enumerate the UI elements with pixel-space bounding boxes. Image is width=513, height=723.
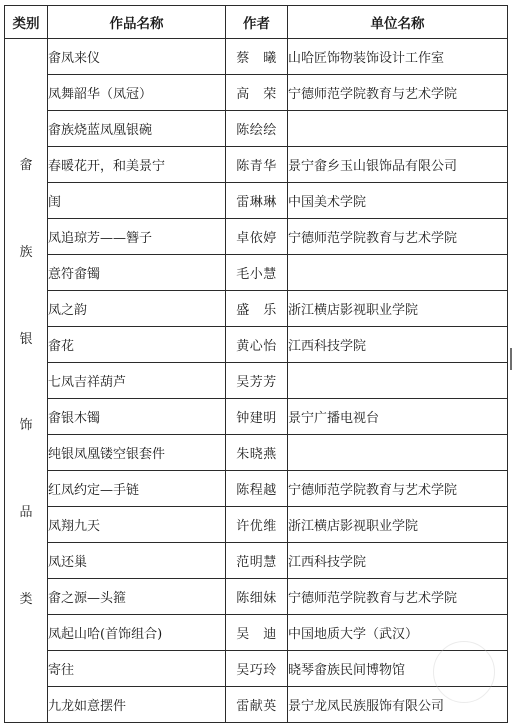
work-cell: 七凤吉祥葫芦 — [48, 363, 226, 399]
table-row — [5, 615, 508, 651]
work-cell: 九龙如意摆件 — [48, 687, 226, 723]
unit-cell: 山哈匠饰物装饰设计工作室 — [288, 39, 508, 75]
author-cell: 许优维 — [226, 507, 288, 543]
work-cell: 畲族烧蓝凤凰银碗 — [48, 111, 226, 147]
table-header-row — [5, 6, 508, 39]
category-char: 银 — [19, 331, 33, 347]
table-row — [5, 291, 508, 327]
category-label — [5, 121, 47, 641]
header-category: 类别 — [5, 6, 48, 39]
award-table — [4, 5, 508, 723]
table-row — [5, 39, 508, 75]
table-row — [5, 471, 508, 507]
header-author: 作者 — [226, 6, 288, 39]
work-cell: 畲凤来仪 — [48, 39, 226, 75]
unit-cell: 宁德师范学院教育与艺术学院 — [288, 219, 508, 255]
unit-cell: 景宁广播电视台 — [288, 399, 508, 435]
author-cell: 陈青华 — [226, 147, 288, 183]
author-cell: 朱晓燕 — [226, 435, 288, 471]
unit-cell: 宁德师范学院教育与艺术学院 — [288, 75, 508, 111]
unit-cell: 江西科技学院 — [288, 543, 508, 579]
category-char: 类 — [19, 591, 33, 607]
unit-cell — [288, 255, 508, 291]
work-cell: 闺 — [48, 183, 226, 219]
author-cell: 蔡 曦 — [226, 39, 288, 75]
author-cell: 陈绘绘 — [226, 111, 288, 147]
author-cell: 雷琳琳 — [226, 183, 288, 219]
work-cell: 畲银木镯 — [48, 399, 226, 435]
category-cell — [5, 39, 48, 723]
header-work: 作品名称 — [48, 6, 226, 39]
unit-cell: 浙江横店影视职业学院 — [288, 291, 508, 327]
work-cell: 意符畲镯 — [48, 255, 226, 291]
table-row — [5, 183, 508, 219]
author-cell: 吴巧玲 — [226, 651, 288, 687]
author-cell: 黄心怡 — [226, 327, 288, 363]
author-cell: 范明慧 — [226, 543, 288, 579]
unit-cell — [288, 111, 508, 147]
category-char: 品 — [19, 504, 33, 520]
table-row — [5, 111, 508, 147]
author-cell: 高 荣 — [226, 75, 288, 111]
unit-cell — [288, 363, 508, 399]
author-cell: 钟建明 — [226, 399, 288, 435]
author-cell: 吴芳芳 — [226, 363, 288, 399]
category-char: 族 — [19, 244, 33, 260]
table-row — [5, 255, 508, 291]
table-row — [5, 507, 508, 543]
table-row — [5, 651, 508, 687]
author-cell: 陈程越 — [226, 471, 288, 507]
table-body — [5, 39, 508, 723]
unit-cell: 晓琴畲族民间博物馆 — [288, 651, 508, 687]
unit-cell: 景宁畲乡玉山银饰品有限公司 — [288, 147, 508, 183]
table-row — [5, 399, 508, 435]
unit-cell — [288, 435, 508, 471]
work-cell: 凤之韵 — [48, 291, 226, 327]
table-row — [5, 327, 508, 363]
unit-cell: 中国地质大学（武汉） — [288, 615, 508, 651]
watermark-seal — [433, 641, 495, 703]
table-row — [5, 687, 508, 723]
work-cell: 畲花 — [48, 327, 226, 363]
unit-cell: 宁德师范学院教育与艺术学院 — [288, 471, 508, 507]
unit-cell: 中国美术学院 — [288, 183, 508, 219]
work-cell: 凤还巢 — [48, 543, 226, 579]
work-cell: 红凤约定—手链 — [48, 471, 226, 507]
unit-cell: 浙江横店影视职业学院 — [288, 507, 508, 543]
work-cell: 纯银凤凰镂空银套件 — [48, 435, 226, 471]
table-row — [5, 363, 508, 399]
work-cell: 春暖花开，和美景宁 — [48, 147, 226, 183]
unit-cell: 景宁龙凤民族服饰有限公司 — [288, 687, 508, 723]
table-row — [5, 435, 508, 471]
work-cell: 寄往 — [48, 651, 226, 687]
author-cell: 陈细妹 — [226, 579, 288, 615]
author-cell: 雷献英 — [226, 687, 288, 723]
table-row — [5, 579, 508, 615]
work-cell: 凤翔九天 — [48, 507, 226, 543]
author-cell: 盛 乐 — [226, 291, 288, 327]
scroll-marker — [510, 348, 512, 370]
author-cell: 卓依婷 — [226, 219, 288, 255]
category-char: 畲 — [19, 158, 33, 174]
work-cell: 凤舞韶华（凤冠） — [48, 75, 226, 111]
category-char: 饰 — [19, 418, 33, 434]
table-row — [5, 147, 508, 183]
table-row — [5, 543, 508, 579]
work-cell: 凤追琼芳——簪子 — [48, 219, 226, 255]
work-cell: 凤起山哈(首饰组合) — [48, 615, 226, 651]
table-row — [5, 75, 508, 111]
unit-cell: 江西科技学院 — [288, 327, 508, 363]
work-cell: 畲之源—头箍 — [48, 579, 226, 615]
author-cell: 毛小慧 — [226, 255, 288, 291]
table-row — [5, 219, 508, 255]
header-unit: 单位名称 — [288, 6, 508, 39]
unit-cell: 宁德师范学院教育与艺术学院 — [288, 579, 508, 615]
author-cell: 吴 迪 — [226, 615, 288, 651]
